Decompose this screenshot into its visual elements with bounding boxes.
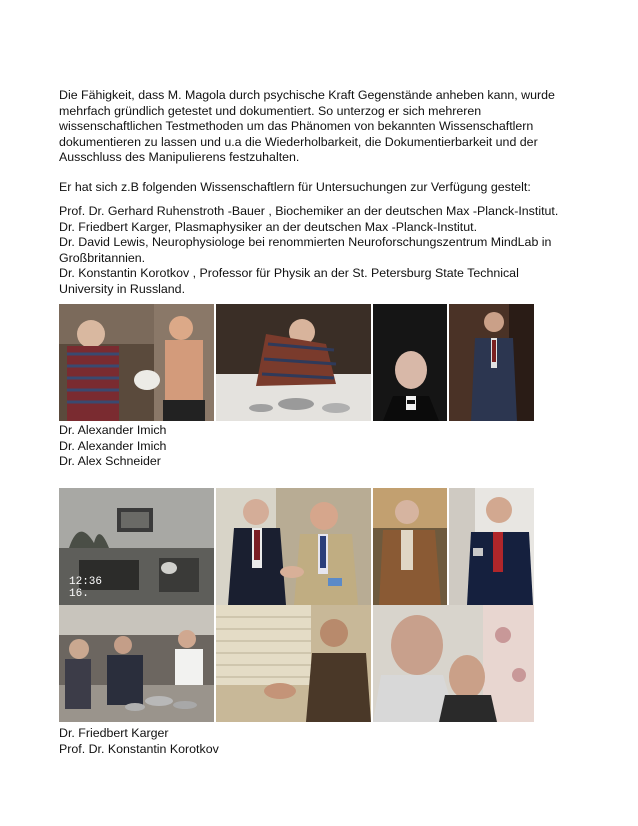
intro-paragraph bbox=[59, 88, 579, 166]
photo-captions-1 bbox=[59, 423, 166, 470]
photo-closeup-men bbox=[373, 605, 534, 722]
photo-time-overlay: 12:36 bbox=[69, 576, 103, 588]
photo-row-2 bbox=[59, 488, 534, 605]
photo-bald-man bbox=[373, 304, 447, 421]
photo-row-3 bbox=[59, 605, 534, 722]
photo-man-in-jacket bbox=[449, 488, 534, 605]
photo-row-1 bbox=[59, 304, 534, 421]
caption-line: Dr. Alexander Imich bbox=[59, 438, 167, 453]
photo-living-room bbox=[59, 488, 214, 605]
photo-floor-experiment bbox=[216, 304, 371, 421]
photo-date-overlay: 16. bbox=[69, 588, 89, 600]
scientist-line: Dr. David Lewis, Neurophysiologe bei renommierten Neuroforschungszentrum MindLab in bbox=[59, 235, 552, 250]
caption-line: Dr. Alexander Imich bbox=[59, 423, 167, 437]
lead-sentence bbox=[59, 180, 579, 196]
caption-line: Dr. Alex Schneider bbox=[59, 454, 161, 469]
photo-hand-gesture bbox=[216, 605, 371, 722]
scientist-line: Großbritannien. bbox=[59, 250, 146, 265]
photo-captions-2 bbox=[59, 726, 219, 757]
scientist-line: Prof. Dr. Gerhard Ruhenstroth -Bauer , Biochemiker an der deutschen Max -Planck-Institut. bbox=[59, 204, 559, 218]
intro-line: mehrfach gründlich getestet und dokumentiert. So unterzog er sich mehreren bbox=[59, 103, 482, 118]
caption-line: Dr. Friedbert Karger bbox=[59, 726, 169, 740]
intro-line: wissenschaftlichen Testmethoden um das Phänomen von bekannten Wissenschaftlern bbox=[59, 119, 534, 134]
photo-group-floor bbox=[59, 605, 214, 722]
intro-line: dokumentieren zu lassen und u.a die Wiederholbarkeit, die Dokumentierbarkeit und der bbox=[59, 134, 538, 149]
intro-line: Die Fähigkeit, dass M. Magola durch psychische Kraft Gegenstände anheben kann, wurde bbox=[59, 88, 555, 102]
scientist-line: Dr. Konstantin Korotkov , Professor für Physik an der St. Petersburg State Technical bbox=[59, 266, 519, 281]
photo-man-in-suit bbox=[449, 304, 534, 421]
photo-plate-test bbox=[59, 304, 214, 421]
intro-line: Ausschluss des Manipulierens festzuhalten. bbox=[59, 150, 300, 165]
scientist-list bbox=[59, 204, 579, 298]
photo-two-men-talking bbox=[216, 488, 371, 605]
lead-line: Er hat sich z.B folgenden Wissenschaftlern für Untersuchungen zur Verfügung gestelt: bbox=[59, 180, 531, 194]
photo-elderly-man-jacket bbox=[373, 488, 447, 605]
scientist-line: University in Russland. bbox=[59, 281, 186, 296]
scientist-line: Dr. Friedbert Karger, Plasmaphysiker an der deutschen Max -Planck-Institut. bbox=[59, 219, 478, 234]
caption-line: Prof. Dr. Konstantin Korotkov bbox=[59, 741, 219, 756]
